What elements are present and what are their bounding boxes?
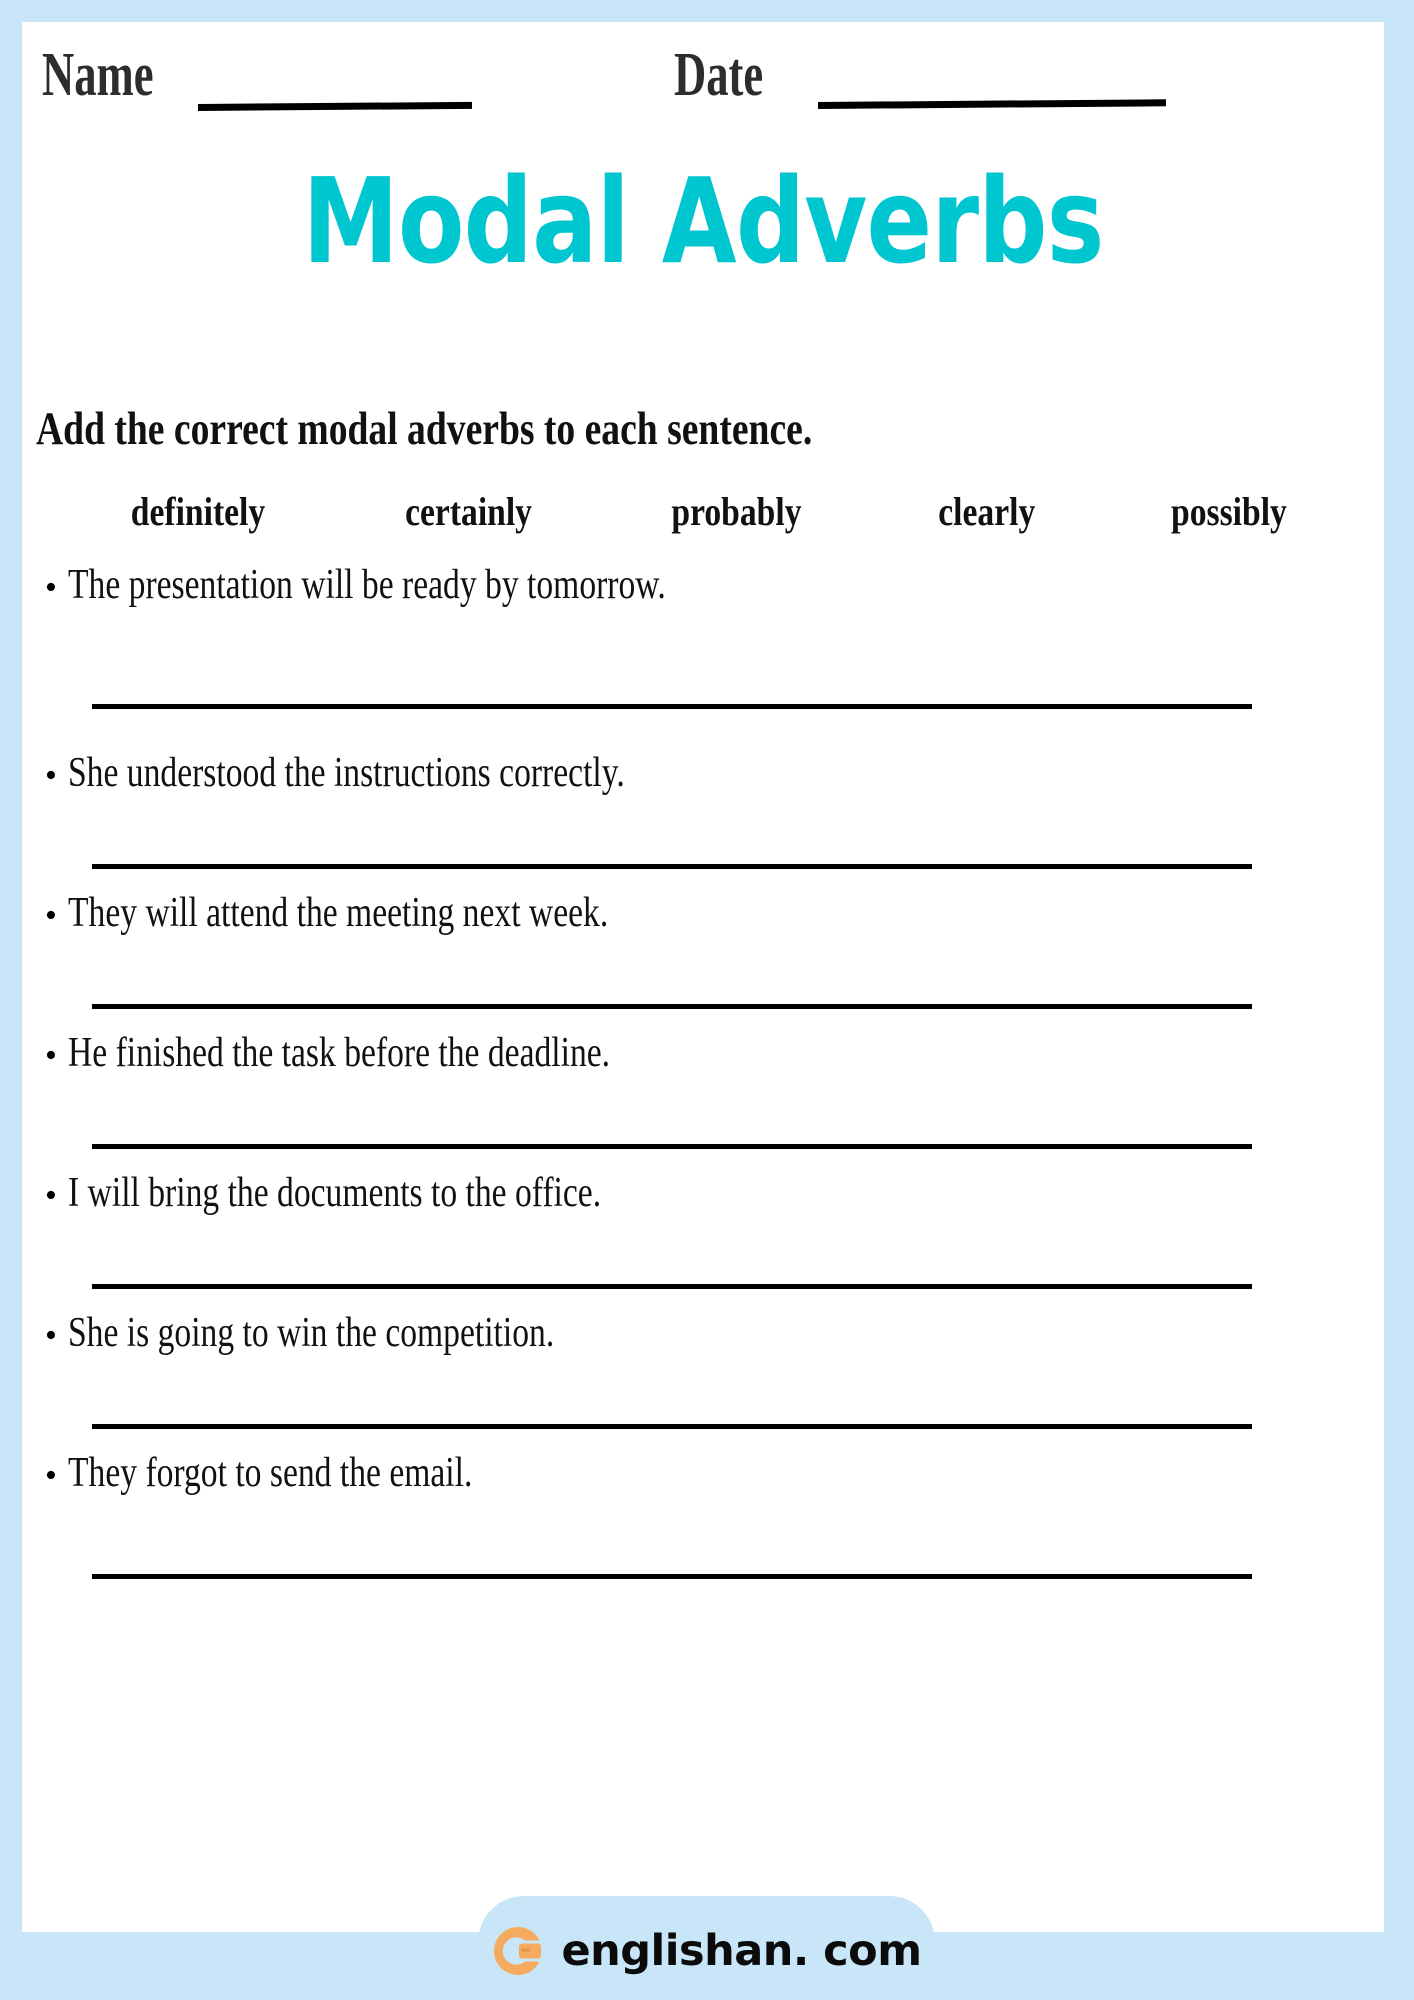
brand-lockup[interactable] [478,1922,935,1980]
bullet-icon: • [45,569,57,606]
question-item [22,1310,1384,1450]
question-item [22,1170,1384,1310]
question-text: He finished the task before the deadline. [68,1030,611,1076]
name-write-in-line[interactable] [198,102,472,111]
footer-brand-tab [478,1896,935,2000]
word-bank-item: possibly [1171,489,1287,534]
question-text: The presentation will be ready by tomorrow. [68,562,666,608]
englishan-c-logo-icon [491,1924,545,1978]
bullet-icon: • [45,1317,57,1354]
bullet-icon: • [45,1177,57,1214]
question-text: They forgot to send the email. [68,1450,473,1496]
question-text: I will bring the documents to the office. [68,1170,602,1216]
question-list [22,562,1384,1610]
bullet-icon: • [45,1457,57,1494]
name-label: Name [42,41,154,109]
question-item [22,1450,1384,1610]
question-text: She is going to win the competition. [68,1310,555,1356]
page-title: Modal Adverbs [302,152,1104,290]
bullet-icon: • [45,897,57,934]
answer-line[interactable] [92,1144,1252,1149]
question-item [22,890,1384,1030]
word-bank-item: definitely [130,489,266,534]
worksheet-sheet [22,22,1384,1932]
brand-name: englishan. com [561,1925,922,1976]
word-bank [118,490,1298,534]
date-label: Date [674,41,764,109]
question-text: She understood the instructions correctly. [68,750,625,796]
bullet-icon: • [45,757,57,794]
answer-line[interactable] [92,704,1252,709]
word-bank-item: clearly [938,489,1036,534]
answer-line[interactable] [92,1424,1252,1429]
worksheet-header [22,22,1384,132]
answer-line[interactable] [92,1284,1252,1289]
bullet-icon: • [45,1037,57,1074]
word-bank-item: probably [671,489,802,534]
question-item [22,562,1384,750]
question-item [22,750,1384,890]
answer-line[interactable] [92,864,1252,869]
date-write-in-line[interactable] [818,99,1166,109]
question-item [22,1030,1384,1170]
instruction-text: Add the correct modal adverbs to each sentence. [36,403,813,455]
word-bank-item: certainly [405,489,533,534]
answer-line[interactable] [92,1574,1252,1579]
question-text: They will attend the meeting next week. [68,890,609,936]
answer-line[interactable] [92,1004,1252,1009]
